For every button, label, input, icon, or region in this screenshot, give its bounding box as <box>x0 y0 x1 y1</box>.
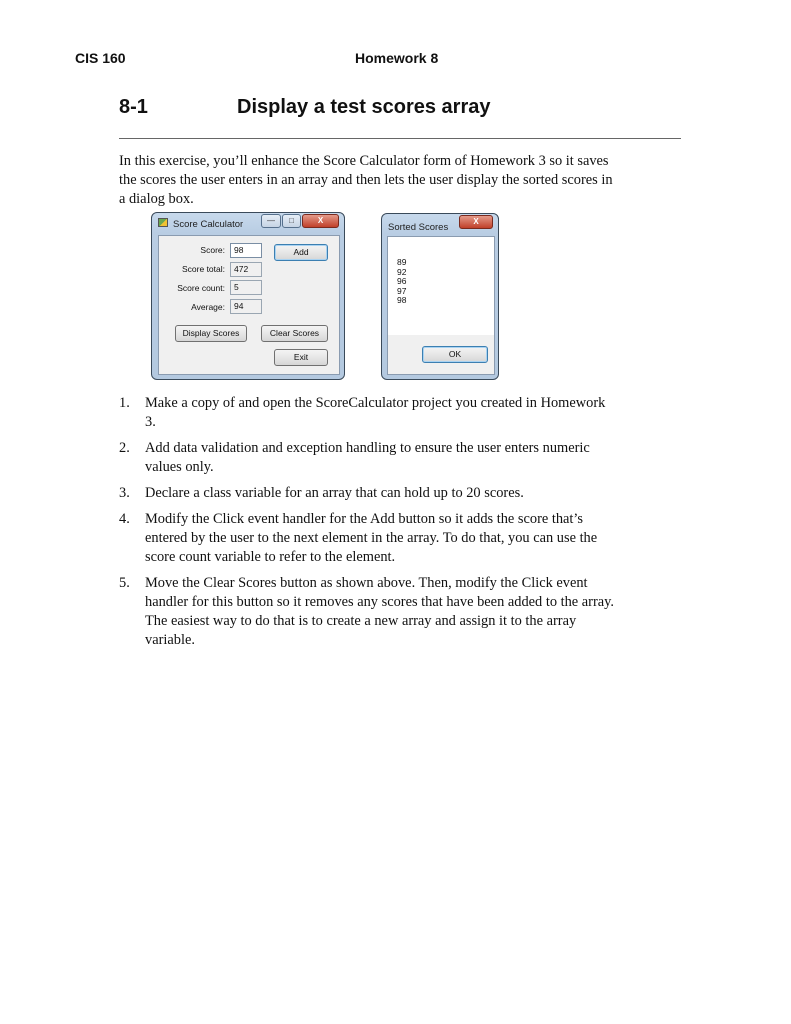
minimize-button[interactable]: — <box>261 214 281 228</box>
sorted-scores-title: Sorted Scores <box>388 222 449 233</box>
step-number: 2. <box>119 440 130 456</box>
list-item <box>119 484 614 503</box>
close-button[interactable]: X <box>302 214 339 228</box>
score-count-field: 5 <box>230 280 262 295</box>
average-field: 94 <box>230 299 262 314</box>
score-input[interactable]: 98 <box>230 243 262 258</box>
list-item: 98 <box>397 295 407 305</box>
display-scores-button[interactable]: Display Scores <box>175 325 247 342</box>
average-label: Average: <box>191 302 225 312</box>
list-item <box>119 510 614 567</box>
title-divider <box>119 138 681 139</box>
step-number: 1. <box>119 395 130 411</box>
score-count-label: Score count: <box>177 283 225 293</box>
step-text: Declare a class variable for an array that can hold up to 20 scores. <box>145 485 524 501</box>
step-text: Make a copy of and open the ScoreCalculator project you created in Homework 3. <box>145 395 606 430</box>
score-total-field: 472 <box>230 262 262 277</box>
step-text: Move the Clear Scores button as shown above. Then, modify the Click event handler for this button so it removes any scores that have been added to the array. The easiest way to do that is to create a new array and assign it to the array variable. <box>145 575 615 648</box>
clear-scores-button[interactable]: Clear Scores <box>261 325 328 342</box>
exit-button[interactable]: Exit <box>274 349 328 366</box>
close-button[interactable]: X <box>459 215 493 229</box>
step-number: 5. <box>119 575 130 591</box>
intro-paragraph: In this exercise, you’ll enhance the Score Calculator form of Homework 3 so it saves the scores the user enters in an array and then lets the user display the sorted scores in a dialog box. <box>119 153 613 207</box>
sorted-scores-titlebar <box>382 214 498 234</box>
maximize-button[interactable]: □ <box>282 214 301 228</box>
list-item: 92 <box>397 266 407 277</box>
score-calculator-window <box>151 212 345 380</box>
section-number: 8-1 <box>119 96 148 118</box>
score-calculator-client-area <box>158 235 340 375</box>
add-button[interactable]: Add <box>274 244 328 261</box>
list-item: 96 <box>397 276 407 286</box>
sorted-scores-list[interactable] <box>388 237 494 335</box>
list-item <box>119 439 614 477</box>
list-item <box>119 394 614 432</box>
step-text: Add data validation and exception handling to ensure the user enters numeric values only. <box>145 440 590 475</box>
score-label: Score: <box>200 245 225 255</box>
sorted-scores-window <box>381 213 499 380</box>
ok-button[interactable]: OK <box>422 346 488 363</box>
step-text: Modify the Click event handler for the Add button so it adds the score that’s entered by the user to the next element in the array. To do that, you can use the score count variable to refer to the element. <box>145 511 598 565</box>
course-code: CIS 160 <box>75 50 126 66</box>
app-icon <box>158 218 168 227</box>
score-total-label: Score total: <box>182 264 225 274</box>
list-item: 89 <box>397 257 407 267</box>
assignment-title: Homework 8 <box>355 50 439 66</box>
step-number: 3. <box>119 485 130 501</box>
instruction-steps <box>119 394 614 657</box>
score-calculator-title: Score Calculator <box>173 219 244 230</box>
score-calculator-titlebar <box>152 213 344 233</box>
list-item <box>119 574 614 650</box>
step-number: 4. <box>119 511 130 527</box>
section-title: Display a test scores array <box>237 96 491 118</box>
sorted-scores-client-area <box>387 236 495 375</box>
list-item: 97 <box>397 285 407 296</box>
